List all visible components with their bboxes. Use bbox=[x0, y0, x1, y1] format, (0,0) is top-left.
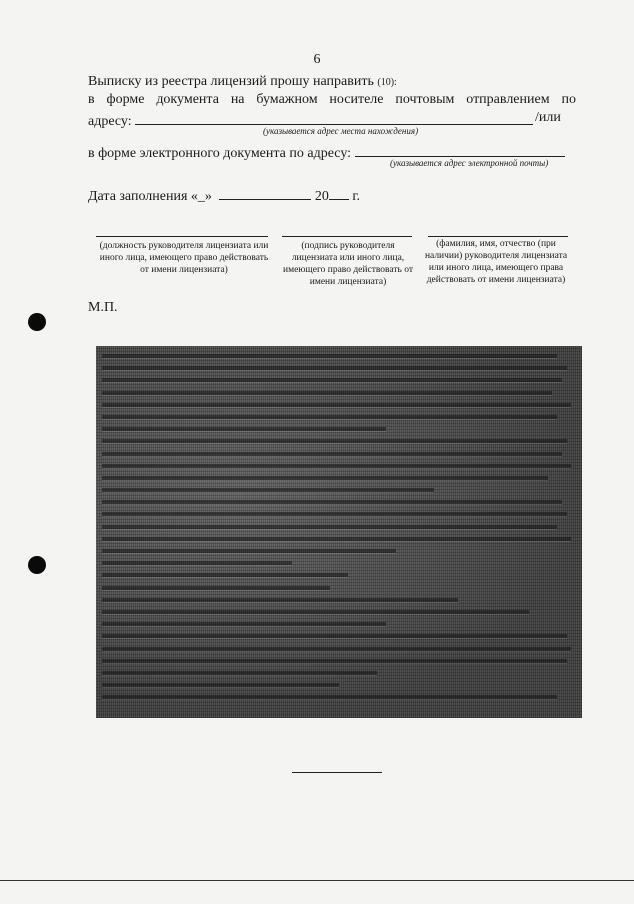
word: документа bbox=[156, 92, 219, 107]
email-hint: (указывается адрес электронной почты) bbox=[390, 158, 549, 168]
bottom-divider bbox=[292, 772, 382, 773]
date-year-field[interactable] bbox=[329, 185, 349, 200]
word: в bbox=[88, 92, 95, 107]
word: бумажном bbox=[256, 92, 318, 107]
footnote-ref: (10): bbox=[377, 77, 397, 88]
word: отправлением bbox=[466, 92, 550, 107]
word: по bbox=[561, 92, 576, 107]
or-text: /или bbox=[535, 110, 561, 125]
punch-hole bbox=[28, 313, 46, 331]
signature-caption: (подпись руководителя лицензиата или иного лица, имеющего право действовать от имени лицензиата) bbox=[283, 241, 413, 287]
address-field[interactable] bbox=[135, 110, 533, 125]
page-number: 6 bbox=[313, 52, 321, 67]
position-caption: (должность руководителя лицензиата или иного лица, имеющего право действовать от имени лицензиата) bbox=[99, 241, 269, 275]
word: форме bbox=[106, 92, 145, 107]
name-signature-line bbox=[428, 236, 568, 237]
request-text: Выписку из реестра лицензий прошу направить bbox=[88, 74, 374, 89]
address-label: адресу: bbox=[88, 114, 132, 129]
request-line bbox=[88, 74, 397, 90]
footer-rule bbox=[0, 880, 634, 881]
address-hint: (указывается адрес места нахождения) bbox=[263, 126, 419, 136]
word: на bbox=[230, 92, 245, 107]
word: почтовым bbox=[395, 92, 455, 107]
fill-date-line bbox=[88, 185, 360, 205]
paper-form-line bbox=[88, 92, 576, 108]
date-year-prefix: 20 bbox=[314, 189, 329, 204]
position-signature-line bbox=[96, 236, 268, 237]
date-suffix: г. bbox=[352, 189, 361, 204]
punch-hole bbox=[28, 556, 46, 574]
stamp-place-label: М.П. bbox=[88, 300, 118, 315]
email-field[interactable] bbox=[355, 142, 565, 157]
redacted-text-block bbox=[96, 346, 582, 718]
name-caption: (фамилия, имя, отчество (при наличии) руководителя лицензиата или иного лица, имеющего права действовать от имени лицензиата) bbox=[424, 239, 568, 285]
email-label: в форме электронного документа по адресу: bbox=[88, 146, 352, 161]
signature-line bbox=[282, 236, 412, 237]
date-label: Дата заполнения «_» bbox=[88, 189, 212, 204]
date-month-field[interactable] bbox=[219, 185, 311, 200]
word: носителе bbox=[329, 92, 384, 107]
